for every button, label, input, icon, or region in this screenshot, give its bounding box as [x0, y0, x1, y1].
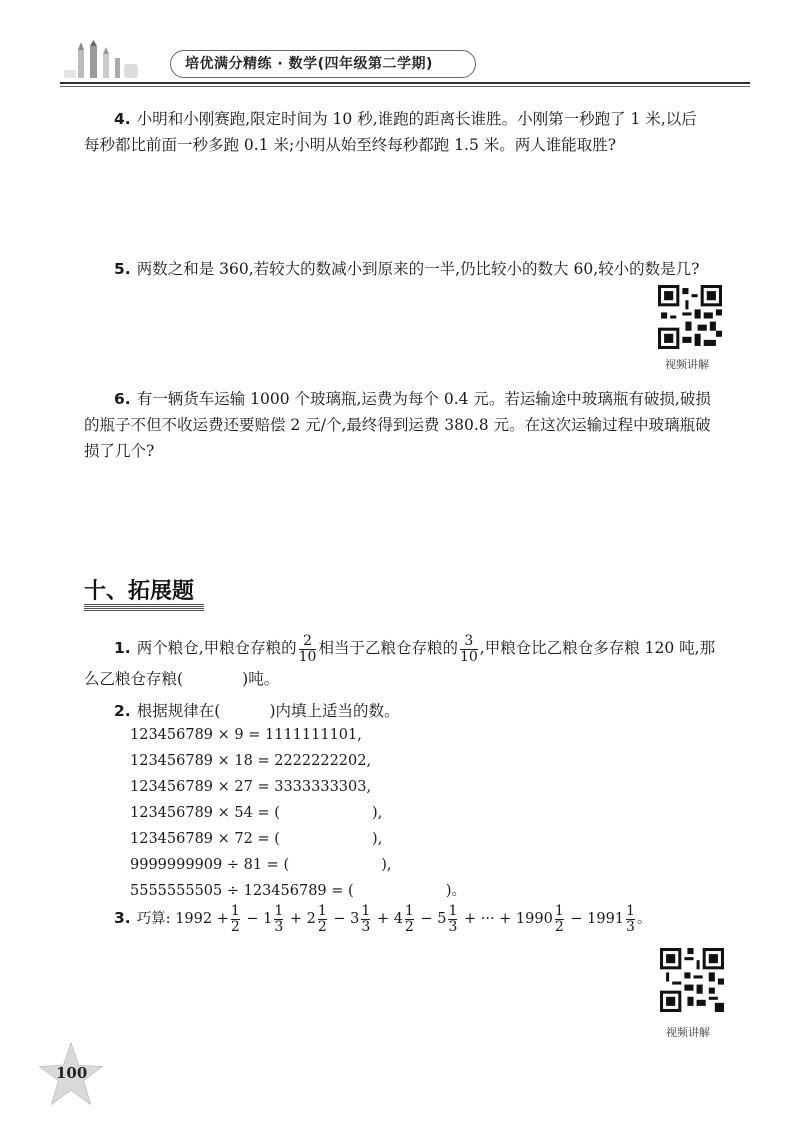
fraction-denominator: 3 [626, 918, 635, 935]
fraction-numerator: 1 [554, 902, 564, 919]
header-rule-thin [60, 86, 750, 87]
question-text: 有一辆货车运输 1000 个玻璃瓶,运费为每个 0.4 元。若运输途中玻璃瓶有破损,破损 [136, 390, 711, 408]
question-number: 6. [114, 390, 131, 408]
qr-label: 视频讲解 [666, 1026, 710, 1039]
question-text: 的瓶子不但不收运费还要赔偿 2 元/个,最终得到运费 380.8 元。在这次运输过程中玻璃瓶破 [84, 416, 711, 434]
fraction-denominator: 2 [317, 918, 327, 935]
expr-term: − 1991 [570, 911, 625, 927]
equation-line: 123456789 × 54 = ( ), [130, 805, 383, 821]
equation-line: 123456789 × 18 = 2222222202, [130, 753, 372, 769]
fraction [361, 904, 370, 935]
fraction [460, 634, 478, 665]
question-6 [84, 386, 744, 464]
fraction [448, 904, 457, 935]
qr-label: 视频讲解 [665, 358, 709, 371]
question-text: 两个粮仓,甲粮仓存粮的 [136, 639, 297, 657]
fraction-denominator: 2 [230, 918, 240, 935]
fraction-denominator: 2 [404, 918, 414, 935]
question-label: 巧算: [136, 911, 171, 927]
fraction [231, 904, 240, 935]
equation-line: 9999999909 ÷ 81 = ( ), [130, 857, 392, 873]
ext-question-3 [84, 898, 744, 939]
equation-list [130, 722, 466, 904]
question-number: 5. [114, 260, 131, 278]
section-title: 十、拓展题 [84, 579, 195, 604]
question-text: 么乙粮仓存粮( )吨。 [84, 670, 280, 688]
question-text: 两数之和是 360,若较大的数减小到原来的一半,仍比较小的数大 60,较小的数是几? [136, 260, 700, 278]
fraction-numerator: 1 [317, 902, 327, 919]
fraction-denominator: 2 [554, 918, 564, 935]
fraction [555, 904, 564, 935]
expr-term: − 1 [246, 911, 273, 927]
question-text: 损了几个? [84, 442, 155, 460]
question-text: 根据规律在( )内填上适当的数。 [136, 702, 400, 720]
qr-code-icon[interactable] [658, 285, 722, 349]
fraction-numerator: 1 [230, 902, 240, 919]
fraction-denominator: 3 [448, 918, 458, 935]
equation-line: 123456789 × 72 = ( ), [130, 831, 383, 847]
page-header [60, 40, 760, 88]
expr-term: 。 [636, 911, 652, 927]
fraction-numerator: 1 [361, 902, 371, 919]
question-4 [84, 106, 744, 158]
expr-term: − 3 [333, 911, 360, 927]
question-text: 小明和小刚赛跑,限定时间为 10 秒,谁跑的距离长谁胜。小刚第一秒跑了 1 米,以后 [136, 110, 697, 128]
book-title: 培优满分精练 · 数学(四年级第二学期) [170, 50, 476, 78]
ext-question-1 [84, 630, 744, 692]
fraction [626, 904, 635, 935]
fraction-numerator: 1 [404, 902, 414, 919]
fraction [318, 904, 327, 935]
expr-term: − 5 [420, 911, 447, 927]
fraction [274, 904, 283, 935]
equation-line: 123456789 × 27 = 3333333303, [130, 779, 372, 795]
question-number: 3. [114, 909, 131, 927]
fraction [299, 634, 317, 665]
fraction [405, 904, 414, 935]
expr-term: + 2 [289, 911, 316, 927]
ext-question-2 [84, 698, 744, 724]
question-text: ,甲粮仓比乙粮仓多存粮 120 吨,那 [479, 639, 716, 657]
page-number: 100 [56, 1064, 88, 1082]
question-number: 4. [114, 110, 131, 128]
pencils-decoration-icon [60, 40, 150, 80]
equation-line: 5555555505 ÷ 123456789 = ( )。 [130, 883, 467, 899]
fraction-numerator: 1 [274, 902, 284, 919]
question-number: 2. [114, 702, 131, 720]
section-underline [84, 604, 204, 611]
equation-line: 123456789 × 9 = 1111111101, [130, 727, 362, 743]
question-text: 每秒都比前面一秒多跑 0.1 米;小明从始至终每秒都跑 1.5 米。两人谁能取胜? [84, 136, 617, 154]
fraction-numerator: 3 [464, 632, 474, 649]
fraction-denominator: 10 [459, 648, 478, 665]
fraction-numerator: 2 [303, 632, 312, 649]
header-rule [60, 82, 750, 84]
expr-term: + ··· + 1990 [463, 911, 553, 927]
fraction-denominator: 3 [361, 918, 371, 935]
qr-code-icon[interactable] [660, 948, 724, 1012]
fraction-denominator: 10 [298, 648, 317, 665]
expr-term: 1992 + [175, 911, 229, 927]
expr-term: + 4 [376, 911, 403, 927]
fraction-numerator: 1 [448, 902, 458, 919]
fraction-numerator: 1 [626, 902, 635, 919]
fraction-denominator: 3 [274, 918, 284, 935]
question-5 [84, 256, 744, 282]
question-number: 1. [114, 639, 131, 657]
question-text: 相当于乙粮仓存粮的 [318, 639, 458, 657]
